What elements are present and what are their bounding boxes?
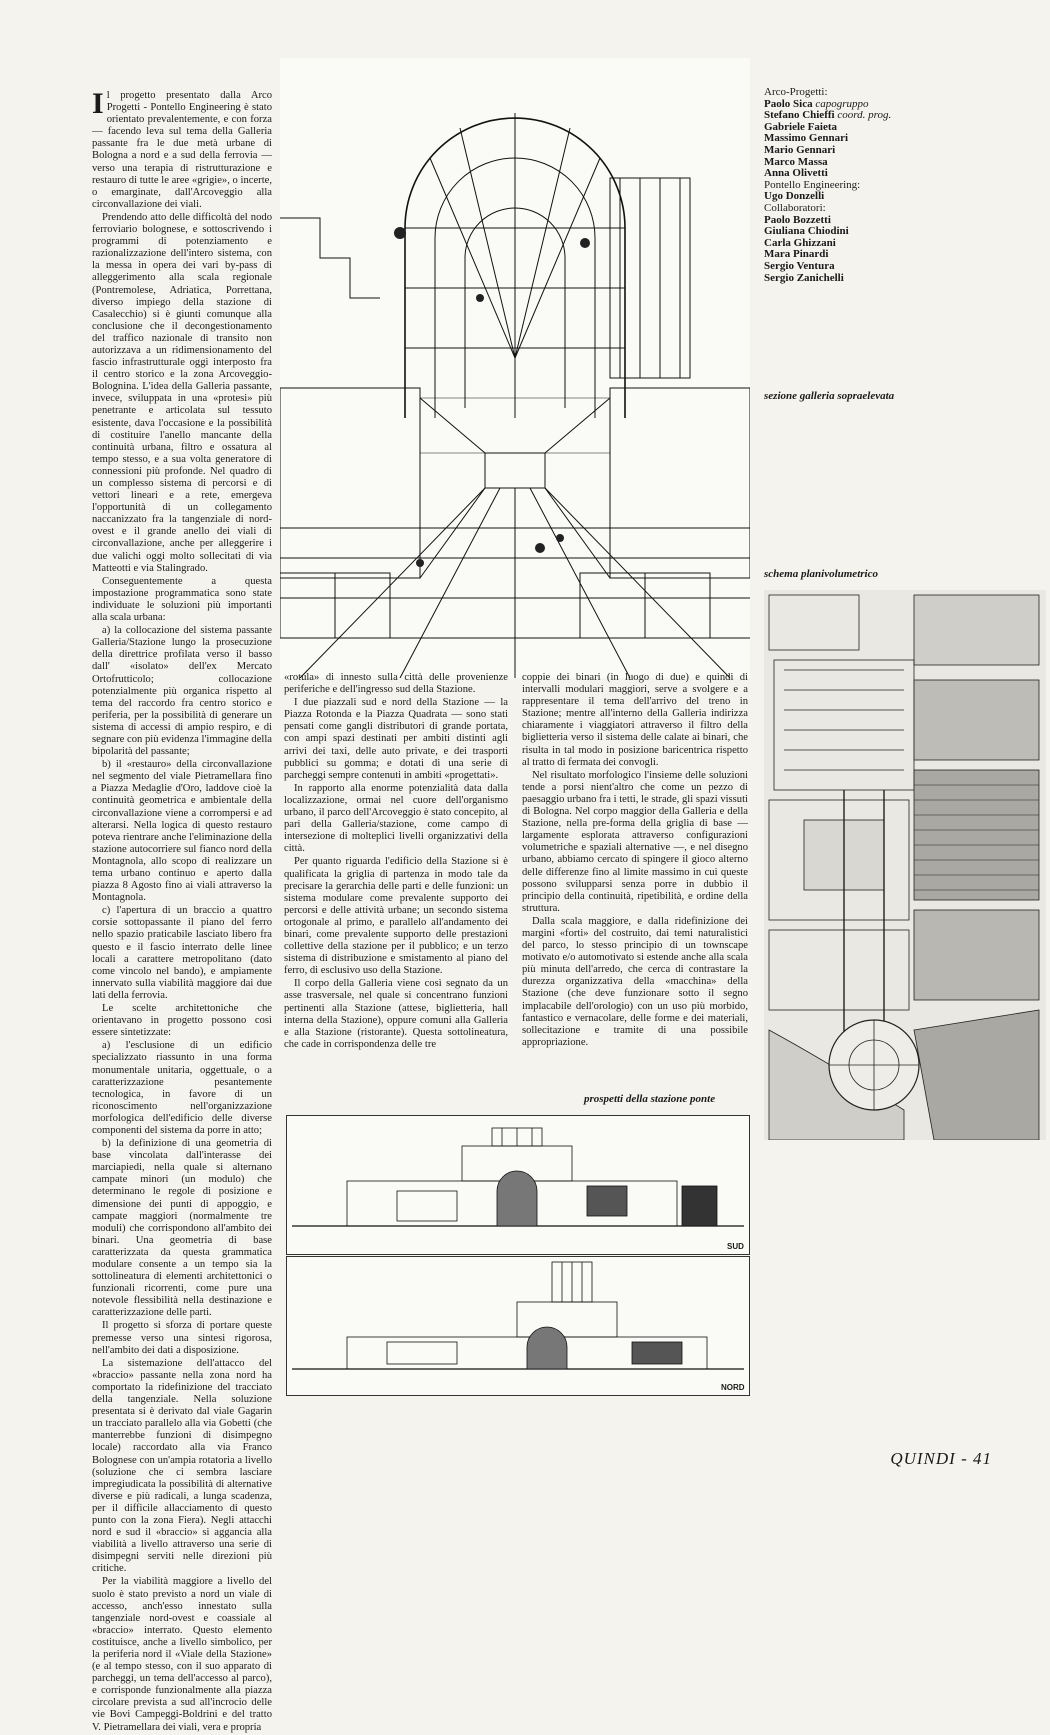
drop-cap: I [92,87,104,120]
caption-elevations: prospetti della stazione ponte [584,1093,716,1105]
credit-name: Gabriele Faieta [764,120,838,133]
article-paragraph: coppie dei binari (in luogo di due) e quindi di intervalli modulari maggiori, serve a svolgere e a rappresentare il tema dell'arrivo del treno in Stazione; mentre all'interno della Galleria indirizza chiaramente i viaggiatori attraverso il filtro della biglietteria verso il sistema delle calate ai binari, che risulta in tal modo in posizione baricentrica rispetto al tratto di fermata dei convogli. [522,672,748,768]
credit-name: Mara Pinardi [764,248,829,261]
article-paragraph: I due piazzali sud e nord della Stazione — la Piazza Rotonda e la Piazza Quadrata — sono stati pensati come gangli distributori di grande portata, con ampi spazi destinati per ambiti distinti agli arrivi dei taxi, delle auto private, e dei trasporti pubblici su gomma; e dotati di una serie di parcheggi sempre contenuti in ambiti «progettati». [284,697,508,781]
caption-section: sezione galleria sopraelevata [764,390,895,402]
credit-name: Mario Gennari [764,143,836,156]
article-paragraph: La sistemazione dell'attacco del «braccio» passante nella zona nord ha comportato la ridefinizione del tracciato della tangenziale. Nella soluzione presentata si è derivato dal viale Gagarin un tracciato parallelo alla via Gobetti (che manterrebbe funzioni di disimpegno locale) raccordato alla via Franco Bolognese con un'ampia rotatoria a livello (soluzione che ci sembra lasciare impregiudicata la possibilità di alternative diverse e più radicali, a lunga scadenza, per il difficile allacciamento di questo punto con la zona Fiera). Negli attacchi nord e sud il «braccio» si aggancia alla viabilità a livello attraverso una serie di disimpegni serviti nelle direzioni più critiche. [92,1357,272,1575]
project-credits [764,87,1024,284]
credit-name: Sergio Zanichelli [764,271,844,284]
gallery-perspective-drawing [280,58,750,678]
article-paragraph: c) l'apertura di un braccio a quattro corsie sottopassante il piano del ferro nello spazio praticabile lasciato libero fra questo e il fascio interrato delle linee locali a carattere metropolitano (dato come vincolo nel bando), e ampiamente innervato sulla viabilità maggiore dai due lati della ferrovia. [92,905,272,1001]
credit-role: Collaboratori: [764,201,826,214]
credit-role: Pontello Engineering: [764,178,861,191]
article-paragraph: In rapporto alla enorme potenzialità data dalla localizzazione, ormai nel cuore dell'organismo urbano, il parco dell'Arcoveggio è stato concepito, al pari della Galleria/stazione, come campo di intersezione di molteplici livelli organizzativi della città. [284,782,509,855]
site-plan-drawing [764,590,1046,1140]
article-paragraph: «rotula» di innesto sulla città delle provenienze periferiche e dell'ingresso sud della Stazione. [284,672,508,696]
article-paragraph: Dalla scala maggiore, e dalla ridefinizione dei margini «forti» del costruito, dai temi naturalistici del parco, lo stesso principio di un townscape motivato e/o automotivato si estende anche alla scala più minuta dell'arredo, che cerca di contrastare la durezza organizzativa della «macchina» della Stazione (che deve funzionare sotto il segno implacabile dell'orologio) con un uso più morbido, fantastico e vernacolare, delle forme e dei materiali, sollecitazione e tramite di una possibile appropriazione. [522,915,748,1048]
page-number: QUINDI - 41 [890,1449,992,1468]
article-paragraph: Conseguentemente a questa impostazione programmatica sono state individuate le soluzioni più importanti alla scala urbana: [92,575,272,624]
credit-name: Stefano Chieffi [764,109,835,122]
article-paragraph: a) l'esclusione di un edificio specializzato riassunto in una forma monumentale unitaria, oggettuale, o a caratterizzazione pesantemente tecnologica, in favore di un riconoscimento nell'organizzazione morfologica dell'edificio delle diverse componenti del sistema da porre in atto; [92,1040,272,1136]
article-paragraph: Il corpo della Galleria viene così segnato da un asse trasversale, nel quale si concentrano funzioni pertinenti alla Stazione (attese, biglietteria, hall interna della Stazione), oppure comuni alla Galleria e alla Stazione (ristorante). Questa sottolineatura, che cade in corrispondenza delle tre [284,978,508,1050]
article-paragraph: b) il «restauro» della circonvallazione nel segmento del viale Pietramellara fino a Piazza Medaglie d'Oro, laddove cioè la continuità geometrica e ambientale della circonvallazione viene a corrompersi e ad alterarsi. Nella logica di questo restauro poteva rientrare anche l'eliminazione della stazione autocorriere sul fianco nord della Montagnola, allo scopo di realizzare un tema urbano continuo e aperto dalla piazza 8 Agosto fino ai viali attraverso la Montagnola. [92,759,272,904]
credit-name: Sergio Ventura [764,259,835,272]
north-elevation-drawing [286,1256,750,1396]
credit-name: Marco Massa [764,155,828,168]
article-paragraph: Le scelte architettoniche che orientavano in progetto possono così essere sintetizzate: [92,1003,272,1039]
credit-name: Massimo Gennari [764,132,849,145]
credit-role: Arco-Progetti: [764,86,828,98]
credit-name: Giuliana Chiodini [764,225,849,238]
article-paragraph: b) la definizione di una geometria di base vincolata dall'interasse dei marciapiedi, nella quale si alternano campate minori (un modulo) che determinano le regole di posizione e dimensione dei punti di appoggio, e campate maggiori (normalmente tre moduli) che corrispondono all'ambito dei binari. Una geometria di base caratterizzata da questa grammatica modulare consente a un tempo sia la sottolineatura di elementi architettonici o funzionali ricorrenti, come pure una notevole flessibilità nella destinazione e caratterizzazione delle parti. [92,1138,272,1319]
article-paragraph: Nel risultato morfologico l'insieme delle soluzioni tende a porsi nient'altro che come un pezzo di paesaggio urbano fra i tetti, le strade, gli spazi vissuti di Bologna. Nel corpo maggior della Galleria e della Stazione, nella pre-forma della griglia di base — largamente esplorata attraverso configurazioni volumetriche e spaziali alternative —, e nel disegno urbano, abbiamo cercato di spingere il gioco alterno delle differenze fino al limite massimo in cui queste possono svilupparsi senza porre in dubbio il principio della continuità, ripetibilità, e ordine della struttura. [522,769,748,914]
elevation-label-north: NORD [721,1383,745,1392]
credit-note: coord. prog. [837,109,892,122]
article-paragraph: Il progetto si sforza di portare queste premesse verso una sintesi rigorosa, nell'ambito dei dati a disposizione. [92,1320,272,1356]
article-paragraph: a) la collocazione del sistema passante Galleria/Stazione lungo la prosecuzione della direttrice profilata verso il basso dall' «isolato» dell'ex Mercato Ortofrutticolo; collocazione potenzialmente più organica rispetto al tema del raccordo fra centro storico e periferia, per la possibilità di generare un sistema di accessi di ampio respiro, e di segnare con più evidenza l'immagine della bipolarità del passante; [92,625,272,758]
article-paragraph: Prendendo atto delle difficoltà del nodo ferroviario bolognese, e sottoscrivendo i programmi di potenziamento e razionalizzazione dell'intero sistema, con la messa in opera dei vari by-pass di alleggerimento alla scala regionale (Pontremolese, Adriatica, Porrettana, diverso impiego della stazione di Casalecchio) si è giunti comunque alla conclusione che il decongestionamento del traffico nazionale di transito non autorizzava a un ridimensionamento del fascio infrastrutturale oggi interposto fra il centro storico e la zona Arcoveggio-Bolognina. L'idea della Galleria passante, invece, sviluppata in una «protesi» più penetrante e articolata sul tessuto esistente, dava l'occasione e la possibilità di costituire l'anello mancante della continuità urbana, filtro e ossatura al tempo stesso, e a sua volta generatore di connessioni più profonde. Nel quadro di un complesso sistema di percorsi e di vettori lineari e a rete, emergeva l'opportunità di un collegamento naccanizzato fra la tangenziale di nord-ovest e il grande anello dei viali di circonvallazione, anche per alleggerire i due valichi oggi molto sollecitati di via Matteotti e via Stalingrado. [92,211,272,574]
credit-name: Ugo Donzelli [764,190,825,203]
credit-name: Paolo Sica [764,97,813,110]
credit-name: Carla Ghizzani [764,236,836,249]
elevation-label-south: SUD [727,1242,744,1251]
article-paragraph: Per la viabilità maggiore a livello del suolo è stato previsto a nord un viale di accesso, anch'esso innestato sulla tangenziale nord-ovest e coassiale al «braccio» interrato. Questo elemento costituisce, anche a livello simbolico, per la periferia nord il «Viale della Stazione» (e al tempo stesso, con il suo apparato di parcheggi, un tema dell'accesso al parco), e corrisponde funzionalmente alla piazza circolare prevista a sud all'incrocio delle vie Bovi Campeggi-Boldrini e del tratto V. Pietramellara dei viali, vera e propria [92,1576,272,1733]
caption-plan: schema planivolumetrico [764,568,878,580]
article-paragraph: Per quanto riguarda l'edificio della Stazione si è qualificata la griglia di partenza in modo tale da precisare la gerarchia delle parti e delle funzioni: un sistema modulare come prevalente supporto dei percorsi e delle attività urbane; un secondo sistema ortogonale al primo, e parallelo all'andamento dei binari, come prevalente supporto delle prestazioni collettive della stazione per il pubblico; e un terzo sistema di distribuzione e smistamento al piano del ferro, di esclusivo uso della Stazione. [284,856,508,977]
article-column-3 [522,672,748,1050]
south-elevation-drawing [286,1115,750,1255]
credit-note: capogruppo [815,97,869,110]
article-column-2 [284,672,508,1052]
credit-name: Paolo Bozzetti [764,213,831,226]
article-paragraph: Il progetto presentato dalla Arco Progetti - Pontello Engineering è stato orientato prevalentemente, e con forza — facendo leva sul tema della Galleria passante fra le due metà urbane di Bologna a nord e a sud della ferrovia — verso una terapia di ristrutturazione e restauro di tutte le aree «grigie», o incerte, o emarginate, dall'Arcoveggio alla circonvallazione dei viali. [92,87,272,210]
credit-name: Anna Olivetti [764,167,828,180]
article-column-1 [92,87,272,1735]
